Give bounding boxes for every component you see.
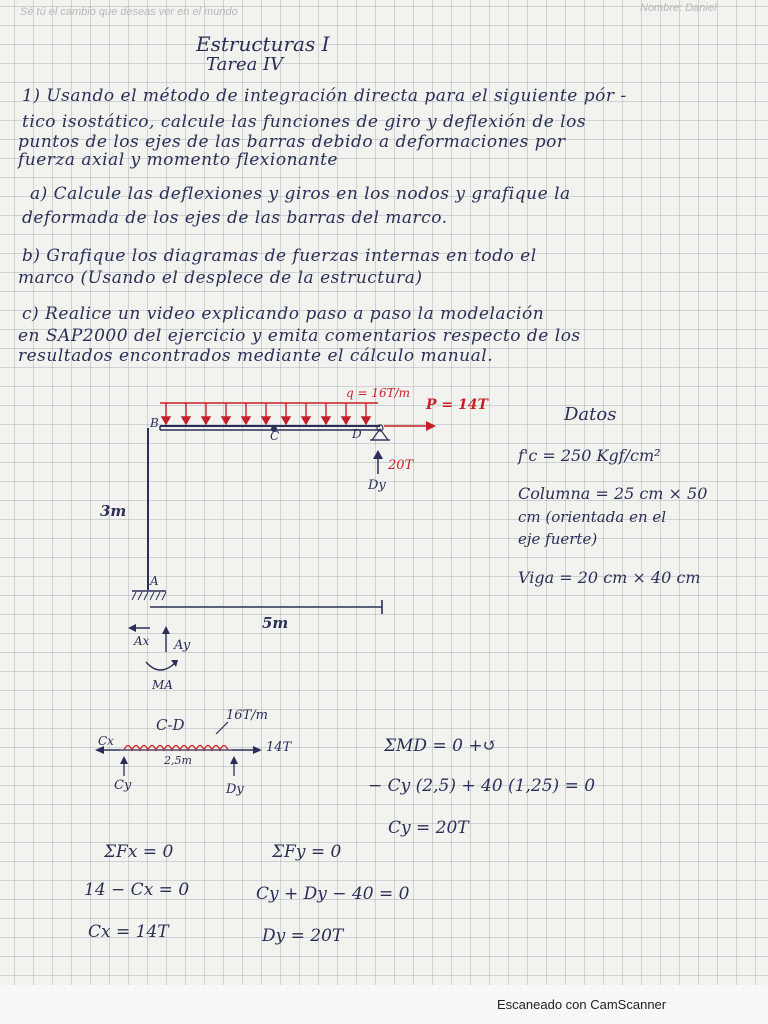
equation-sum-moment: ΣMD = 0 +↺	[384, 736, 497, 756]
item-line: deformada de los ejes de las barras del marco.	[22, 208, 448, 228]
reaction-dy-value: 20T	[388, 458, 414, 473]
problem-line: puntos de los ejes de las barras debido a deformaciones por	[18, 132, 566, 152]
item-line: resultados encontrados mediante el cálculo manual.	[18, 346, 494, 366]
reaction-ay-label: Ay	[174, 638, 191, 653]
reaction-dy-label: Dy	[368, 478, 386, 493]
datos-columna-line: Columna = 25 cm × 50	[518, 484, 708, 503]
item-line: en SAP2000 del ejercicio y emita comentarios respecto de los	[18, 326, 581, 346]
result-cy: Cy = 20T	[388, 818, 469, 838]
item-line: c) Realice un video explicando paso a paso la modelación	[22, 304, 545, 324]
fbd-dy-label: Dy	[226, 782, 244, 797]
header-name: Nombre: Daniel	[640, 2, 717, 14]
datos-columna-line: eje fuerte)	[518, 530, 598, 548]
moment-ma-label: MA	[152, 678, 173, 692]
title-assignment: Tarea IV	[206, 54, 284, 75]
problem-line: 1) Usando el método de integración directa para el siguiente pór -	[22, 86, 627, 106]
datos-title: Datos	[564, 404, 617, 425]
title-course: Estructuras I	[196, 32, 330, 56]
fbd-cx-label: Cx	[98, 734, 114, 748]
reaction-ax-label: Ax	[134, 634, 150, 648]
item-line: a) Calcule las deflexiones y giros en los nodos y grafique la	[30, 184, 571, 204]
column-height-label: 3m	[100, 502, 127, 520]
item-line: b) Grafique los diagramas de fuerzas internas en todo el	[22, 246, 537, 266]
datos-fc: f'c = 250 Kgf/cm²	[518, 446, 661, 465]
load-q-label: q = 16T/m	[346, 386, 411, 400]
item-line: marco (Usando el desplece de la estructura)	[18, 268, 423, 288]
fbd-cy-label: Cy	[114, 778, 132, 793]
problem-line: fuerza axial y momento flexionante	[18, 150, 338, 170]
fbd-length-label: 2,5m	[164, 754, 192, 767]
fbd-title: C-D	[156, 716, 185, 734]
equation-sum-fx: ΣFx = 0	[104, 842, 174, 862]
node-c-label: C	[270, 429, 280, 443]
result-dy: Dy = 20T	[262, 926, 344, 946]
fbd-load-label: 16T/m	[226, 708, 268, 723]
span-label: 5m	[262, 614, 289, 632]
node-d-label: D	[352, 427, 362, 441]
datos-viga: Viga = 20 cm × 40 cm	[518, 568, 701, 587]
equation-sum-fy: ΣFy = 0	[272, 842, 342, 862]
header-motto: Sé tú el cambio que deseas ver en el mundo	[20, 6, 238, 18]
problem-line: tico isostático, calcule las funciones de giro y deflexión de los	[22, 112, 587, 132]
fbd-p-label: 14T	[266, 740, 292, 755]
equation-fx: 14 − Cx = 0	[84, 880, 190, 900]
load-p-label: P = 14T	[426, 397, 488, 413]
result-cx: Cx = 14T	[88, 922, 169, 942]
scanner-footer	[0, 985, 768, 1024]
equation-moment: − Cy (2,5) + 40 (1,25) = 0	[368, 776, 596, 796]
datos-columna-line: cm (orientada en el	[518, 508, 667, 526]
equation-fy: Cy + Dy − 40 = 0	[256, 884, 410, 904]
node-b-label: B	[150, 416, 159, 430]
scanner-watermark: Escaneado con CamScanner	[497, 997, 667, 1012]
node-a-label: A	[150, 574, 159, 588]
